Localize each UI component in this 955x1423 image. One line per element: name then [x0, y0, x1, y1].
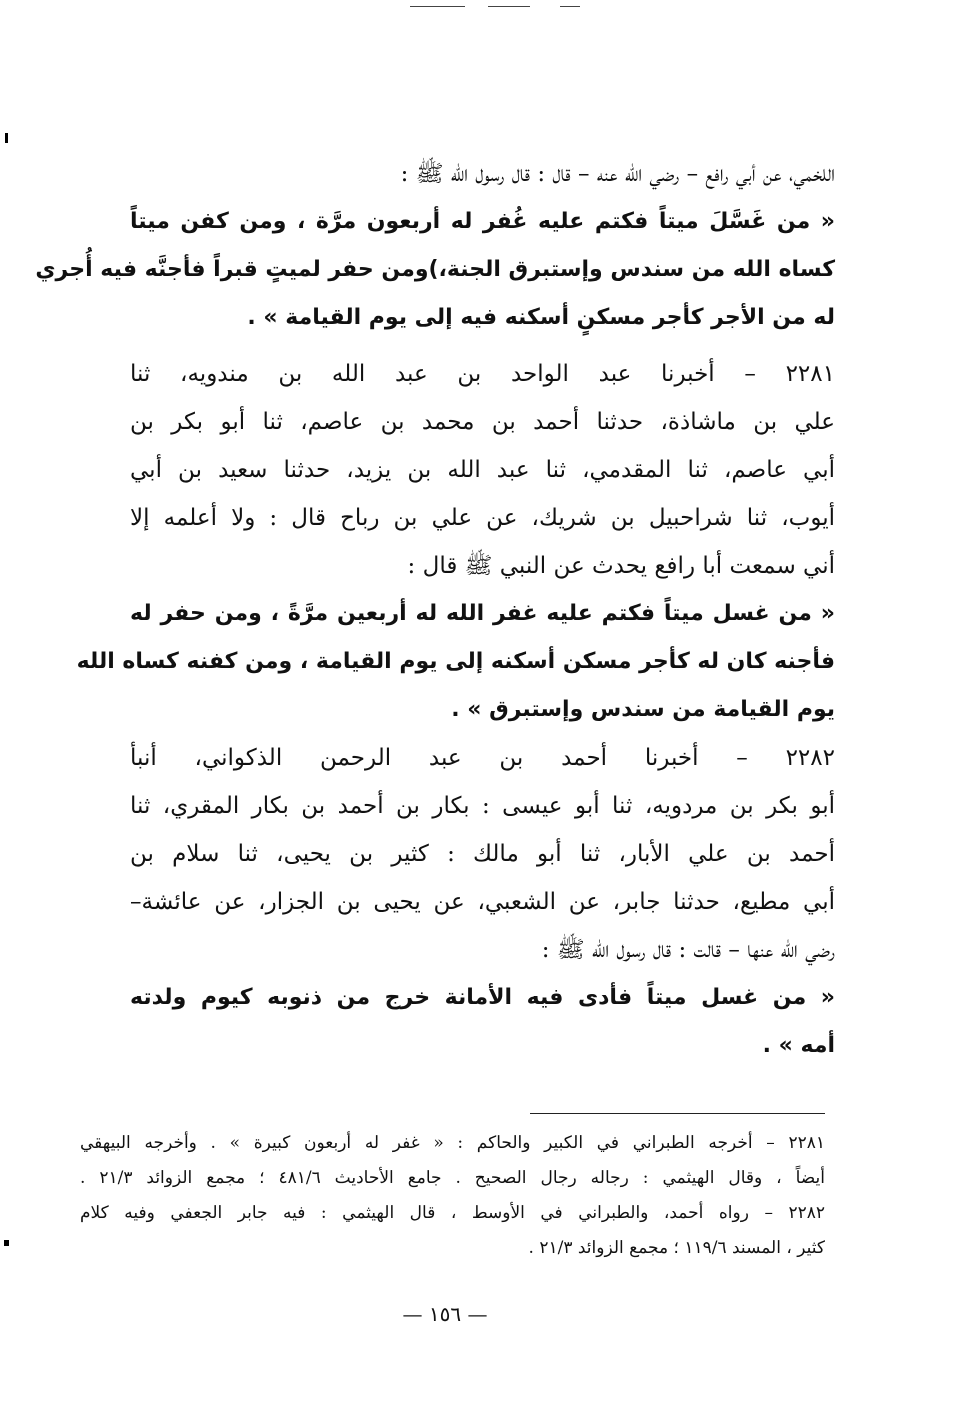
isnad-line: ٢٢٨٢ – أخبرنا أحمد بن عبد الرحمن الذكواني، أنبأ: [130, 745, 835, 771]
hadith-text-line: أمه » .: [762, 1033, 835, 1058]
text-line: اللخمي، عن أبي رافع – رضي الله عنه – قال : قال رسول الله ﷺ :: [400, 161, 835, 187]
footnote-line: ٢٢٨٢ – رواه أحمد، والطبراني في الأوسط ، قال الهيثمي : فيه جابر الجعفي وفيه كلام: [80, 1203, 825, 1223]
hadith-text-line: فأجنه كان له كأجر مسكن أسكنه إلى يوم القيامة ، ومن كفنه كساه الله: [76, 649, 835, 674]
main-text: [35, 150, 835, 1070]
hadith-text-line: له من الأجر كأجر مسكنٍ أسكنه فيه إلى يوم القيامة » .: [247, 305, 835, 330]
page-number: — ١٥٦ —: [402, 1302, 488, 1326]
isnad-line: أبو بكر بن مردويه، ثنا أبو عيسى : بكار بن أحمد بن بكار المقري، ثنا: [130, 793, 835, 819]
isnad-line: رضي الله عنها – قالت : قال رسول الله ﷺ :: [541, 937, 835, 963]
footnote-divider: [530, 1113, 825, 1114]
hadith-text-line: يوم القيامة من سندس وإستبرق » .: [451, 697, 835, 722]
isnad-line: ٢٢٨١ – أخبرنا عبد الواحد بن عبد الله بن مندويه، ثنا: [130, 361, 835, 387]
header-rule: [410, 6, 580, 10]
scan-mark: [5, 133, 8, 143]
hadith-text-line: « من غسل ميتاً فكتم عليه غفر الله له أربعين مرَّةً ، ومن حفر له: [130, 601, 835, 626]
footnote-line: ٢٢٨١ – أخرجه الطبراني في الكبير والحاكم : « غفر له أربعون كبيرة » . وأخرجه البيهقي: [80, 1133, 825, 1153]
hadith-text-line: كساه الله من سندس وإستبرق الجنة،)ومن حفر لميتٍ قبراً فأجنَّه فيه أُجري: [35, 257, 835, 282]
isnad-line: أيوب، ثنا شراحبيل بن شريك، عن علي بن رباح قال : ولا أعلمه إلا: [130, 505, 835, 531]
isnad-line: أحمد بن علي الأبار، ثنا أبو مالك : كثير بن يحيى، ثنا سلام بن: [130, 841, 835, 867]
hadith-text-line: « من غَسَّلَ ميتاً فكتم عليه غُفر له أربعون مرَّة ، ومن كفن ميتاً: [130, 209, 835, 234]
footnote-line: أيضاً ، وقال الهيثمي : رجاله رجال الصحيح . جامع الأحاديث ٤٨١/٦ ؛ مجمع الزوائد ٢١/٣ .: [80, 1168, 825, 1188]
footnotes: [80, 1126, 825, 1266]
isnad-line: أبي عاصم، ثنا المقدمي، ثنا عبد الله بن يزيد، حدثنا سعيد بن أبي: [130, 457, 835, 483]
isnad-line: أبي مطيع، حدثنا جابر، عن الشعبي، عن يحيى بن الجزار، عن عائشة–: [130, 889, 835, 915]
footnote-line: كثير ، المسند ١١٩/٦ ؛ مجمع الزوائد ٢١/٣ .: [528, 1238, 825, 1258]
hadith-text-line: « من غسل ميتاً فأدى فيه الأمانة خرج من ذنوبه كيوم ولدته: [130, 985, 835, 1010]
scan-mark: [4, 1240, 9, 1246]
isnad-line: أني سمعت أبا رافع يحدث عن النبي ﷺ قال :: [407, 553, 835, 579]
isnad-line: علي بن ماشاذة، حدثنا أحمد بن محمد بن عاصم، ثنا أبو بكر بن: [130, 409, 835, 435]
